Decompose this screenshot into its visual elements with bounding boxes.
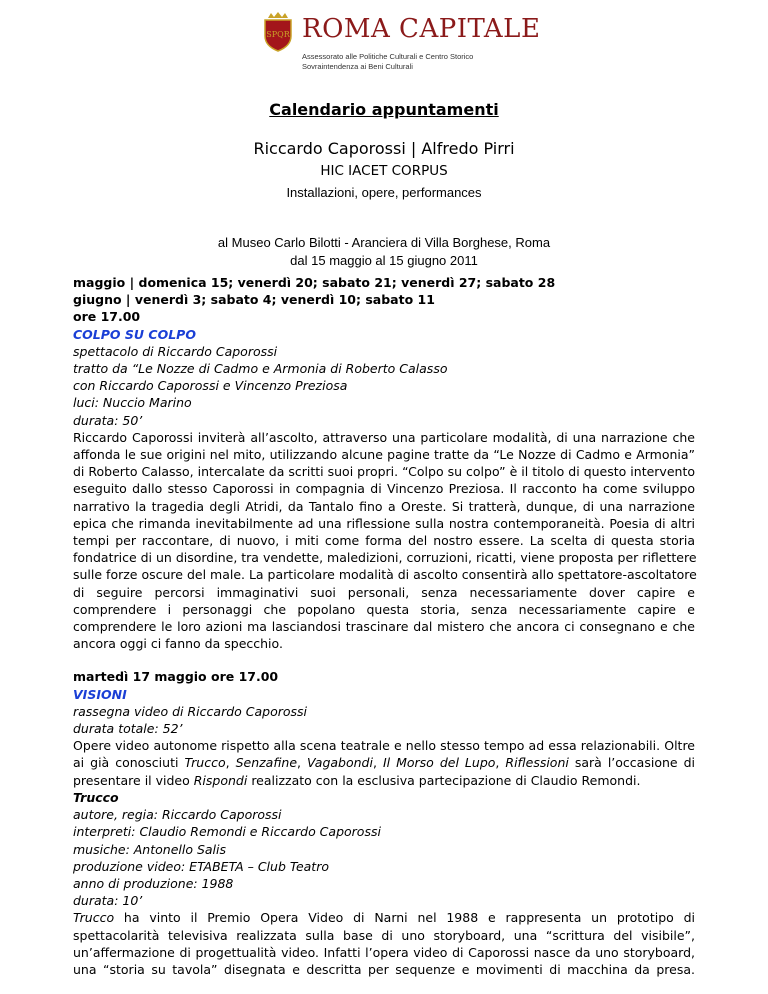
document-title: Calendario appuntamenti [269,100,499,119]
svg-text:SPQR: SPQR [266,30,290,39]
department-line-2: Sovraintendenza ai Beni Culturali [302,62,413,71]
section-gap [73,652,695,668]
separator: , [225,755,236,771]
video-credit: autore, regia: Riccardo Caporossi [73,807,282,823]
text-line: comprendere i personaggi che popolano questa storia, senza necessariamente capire e [73,601,695,617]
video-title: Senzafine [235,755,298,771]
roma-crest-icon [262,12,294,52]
text-run: sarà l’occasione di [568,755,695,771]
text-line: epica che rimanda inevitabilmente ad una riflessione sulla nostra contemporaneità. Poesia di altri [73,515,695,531]
artists: Riccardo Caporossi | Alfredo Pirri [253,139,515,158]
separator: , [495,755,506,771]
venue: al Museo Carlo Bilotti - Aranciera di Villa Borghese, Roma [217,235,551,250]
event-time: ore 17.00 [73,309,141,325]
video-title: Trucco [184,755,226,771]
text-line: ancora oggi ci fanno da specchio. [73,636,283,652]
video-title: Trucco [73,910,115,926]
text-line: narrativo la tragedia degli Atridi, da Tantalo fino a Oreste. Si tratterà, dunque, di una narrazione [73,498,695,514]
video-credit: anno di produzione: 1988 [73,875,234,891]
text-line: Riccardo Caporossi inviterà all’ascolto, attraverso una particolare modalità, di una narrazione che [73,429,695,445]
text-line: fondatrice di un disordine, tra vendette, maledizioni, corruzioni, ricatti, viene proposta per riflettere [73,550,697,566]
exhibition-title: HIC IACET CORPUS [320,163,448,179]
video-title: Rispondi [193,772,248,788]
text-run: ha vinto il Premio Opera Video di Narni nel 1988 e rappresenta un prototipo di [114,910,695,926]
text-line: tempi per raccontare, di nuovo, i miti come forma del nostro essere. La scelta di questa storia [73,533,695,549]
text-line [73,909,695,926]
event-credit: rassegna video di Riccardo Caporossi [73,703,308,719]
text-line [73,754,695,771]
event-credit: tratto da “Le Nozze di Cadmo e Armonia di Roberto Calasso [73,361,448,377]
text-line: un’affermazione di progettualità video. Infatti l’opera video di Caporossi nasce da uno storyboard, [73,944,695,960]
event-duration: durata totale: 52’ [73,721,183,737]
text-run: presentare il video [73,772,194,788]
event-duration: durata: 50’ [73,412,143,428]
exhibition-subtitle: Installazioni, opere, performances [286,185,482,200]
video-title: Vagabondi [307,755,373,771]
event-dates-may: maggio | domenica 15; venerdì 20; sabato 21; venerdì 27; sabato 28 [73,275,556,290]
text-line: Opere video autonome rispetto alla scena teatrale e nello stesso tempo ad essa relazionabili. Oltre [73,738,695,754]
text-line: eseguito dallo stesso Caporossi in compagnia di Vincenzo Preziosa. Il racconto ha come sviluppo [73,481,695,497]
text-line: sulle forze oscure del male. La particolare modalità di ascolto consentirà allo spettatore-ascoltatore [73,567,697,583]
document-body [73,274,695,978]
event-description [73,429,695,653]
video-heading: Trucco [73,789,119,805]
video-duration: durata: 10’ [73,893,143,909]
video-credit: interpreti: Claudio Remondi e Riccardo Caporossi [73,824,381,840]
department-line-1: Assessorato alle Politiche Culturali e Centro Storico [302,52,474,61]
text-line: di Roberto Calasso, intercalate da scritti suoi propri. “Colpo su colpo” è il titolo di questo intervento [73,464,695,480]
text-line: di seguire percorsi immaginativi suoi personali, senza necessariamente dover capire e [73,584,695,600]
event-title: COLPO SU COLPO [73,326,196,342]
video-title: Riflessioni [505,755,569,771]
separator: , [297,755,308,771]
video-title: Il Morso del Lupo [382,755,496,771]
text-line: affonda le sue origini nel mito, utilizzando alcune pagine tratte da “Le Nozze di Cadmo e Armonia” [73,447,695,463]
letterhead [262,12,541,72]
video-credit: musiche: Antonello Salis [73,841,227,857]
separator: , [372,755,383,771]
text-line: comprendere le loro azioni ma lasciandosi trascinare dal mistero che ancora ci consegnano e che [73,619,695,635]
text-line: una “storia su tavola” disegnata e descritta per sequenze e movimenti di macchina da presa. [73,961,695,977]
brand-name: ROMA CAPITALE [302,14,541,44]
text-run: ai già conosciuti [73,755,185,771]
text-line: spettacolarità televisiva realizzata sulla base di uno storyboard, una “scrittura del visibile”, [73,927,695,943]
event-credit: con Riccardo Caporossi e Vincenzo Preziosa [73,378,348,394]
event-credit: spettacolo di Riccardo Caporossi [73,343,278,359]
event-dates-june: giugno | venerdì 3; sabato 4; venerdì 10; sabato 11 [73,292,435,308]
event-date: martedì 17 maggio ore 17.00 [73,669,279,685]
event-title: VISIONI [73,686,127,702]
exhibition-dates: dal 15 maggio al 15 giugno 2011 [290,253,478,268]
video-credit: produzione video: ETABETA – Club Teatro [73,858,329,874]
event-credit: luci: Nuccio Marino [73,395,192,411]
text-run: realizzato con la esclusiva partecipazione di Claudio Remondi. [247,772,641,788]
text-line [73,772,695,789]
